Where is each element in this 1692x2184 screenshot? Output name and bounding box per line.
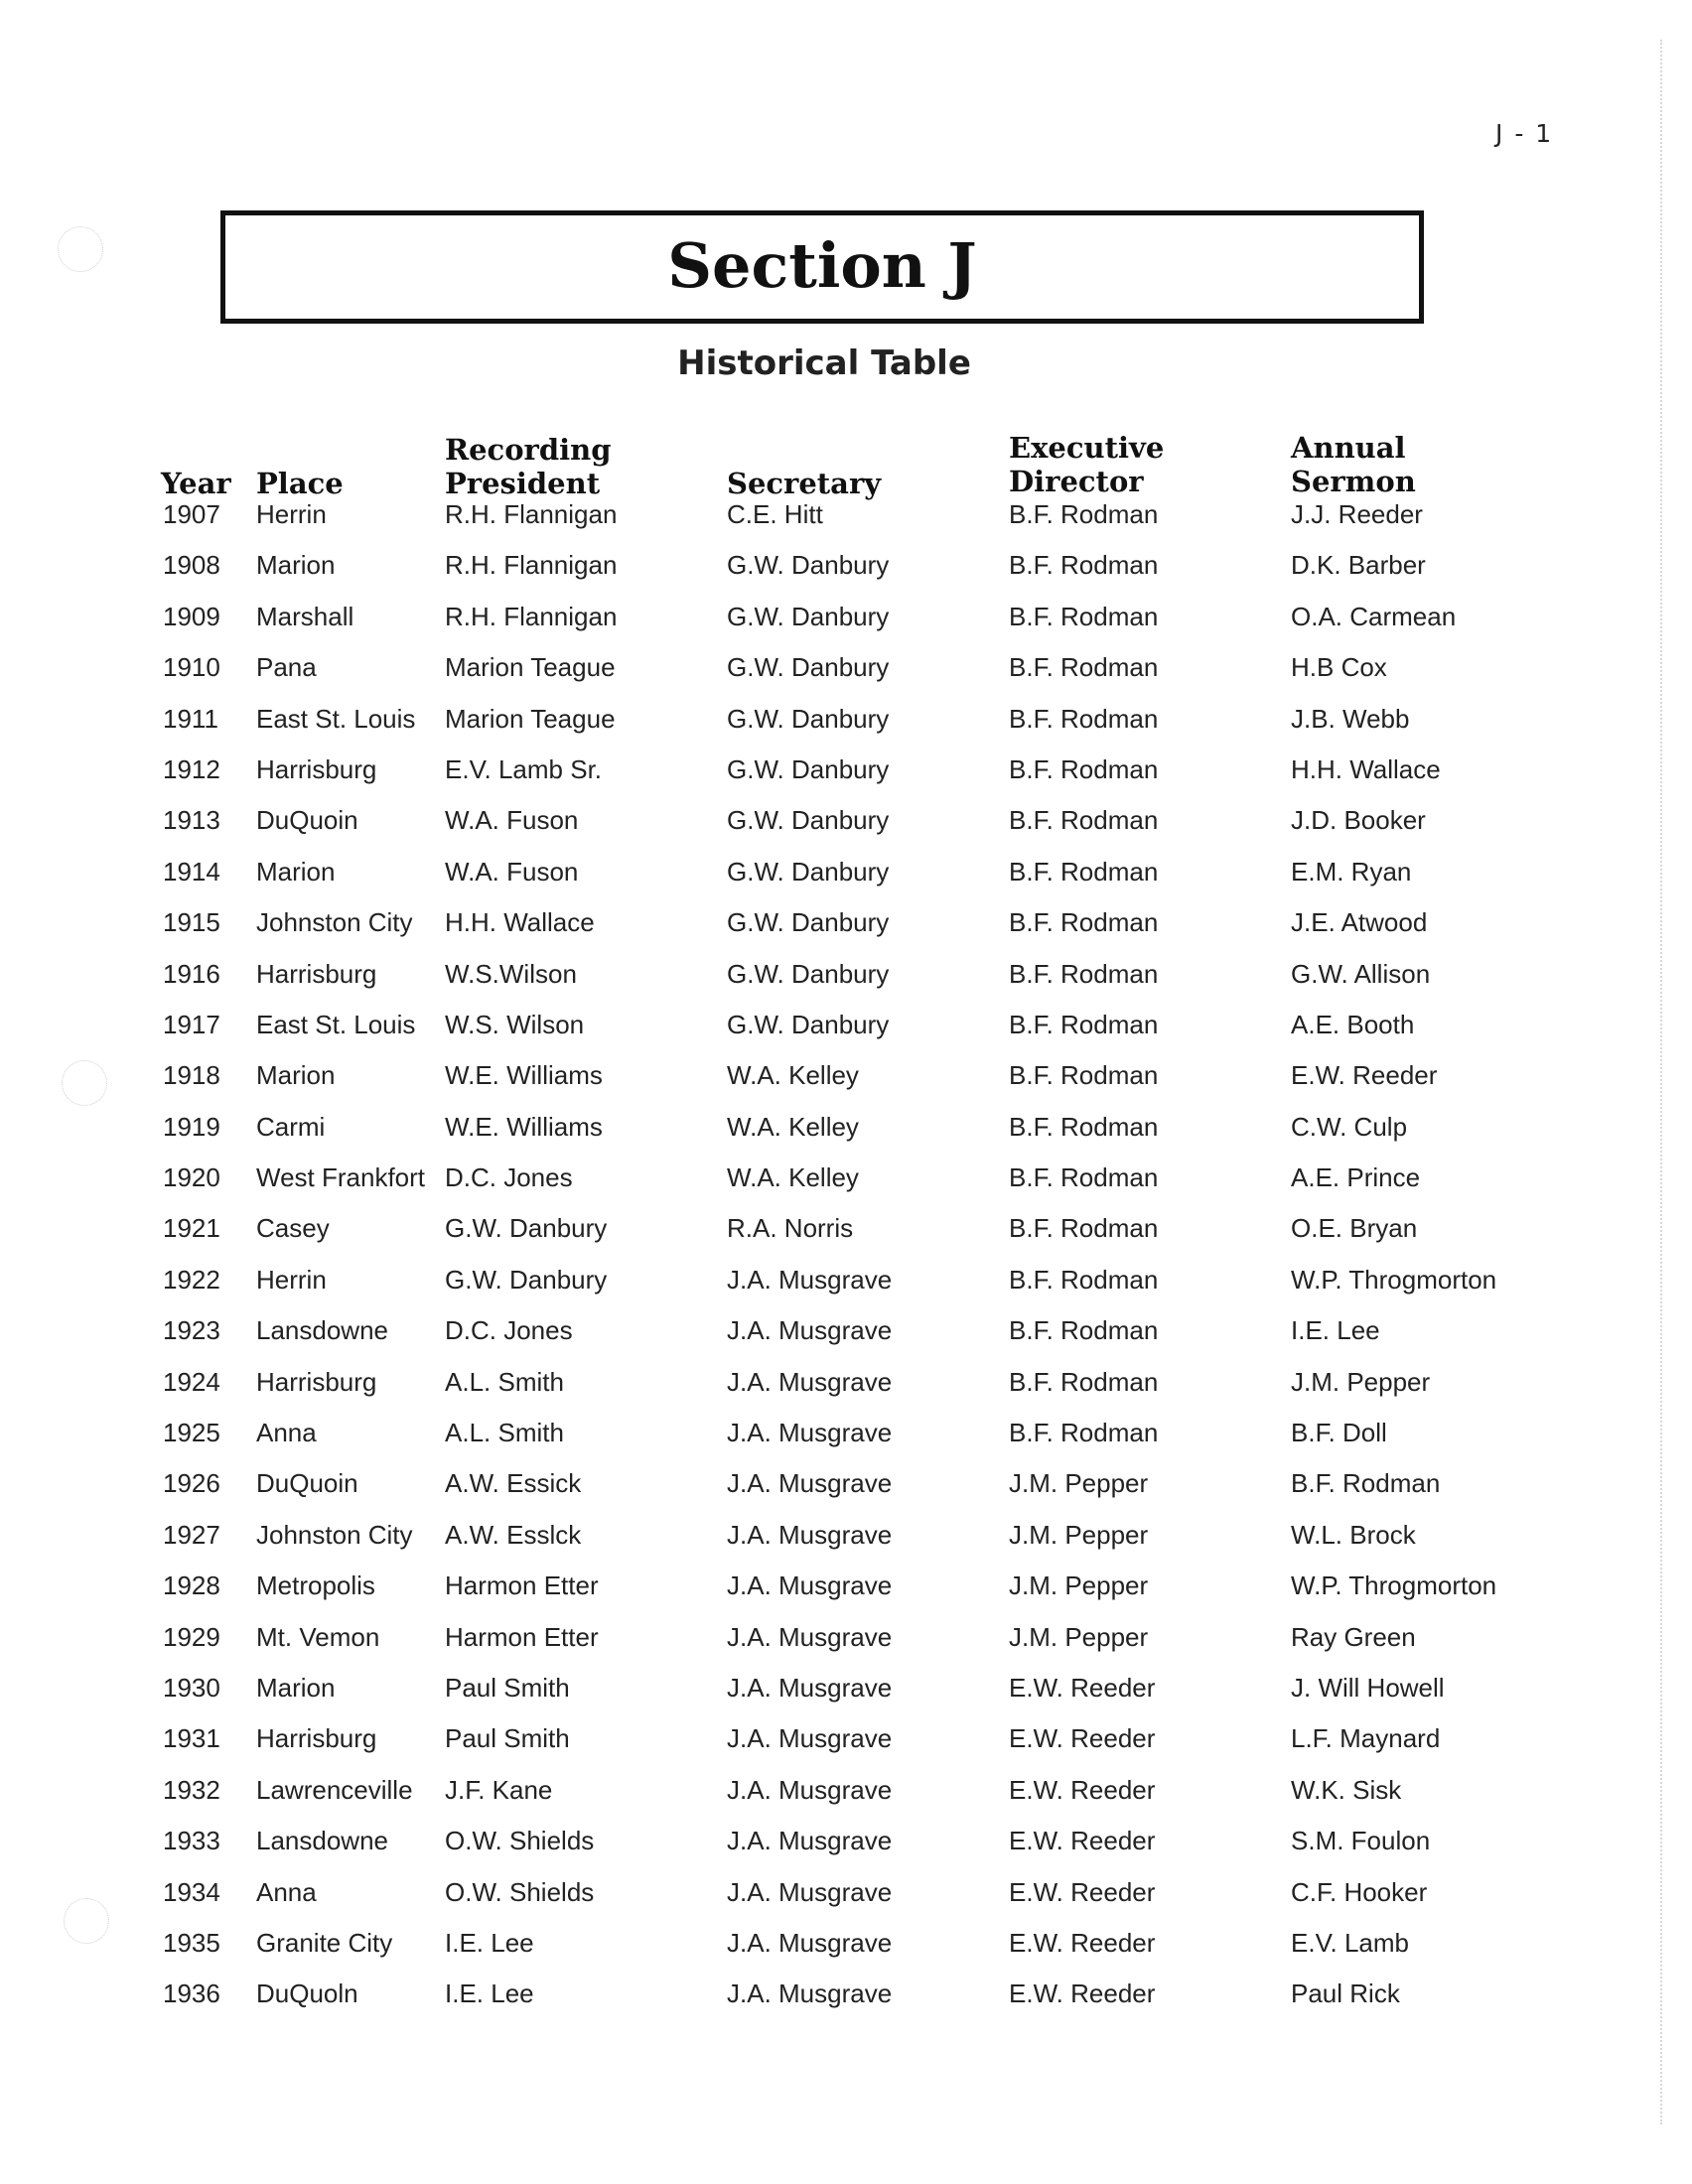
executive-director-cell: B.F. Rodman xyxy=(1009,907,1159,938)
recording-president-cell: W.S.Wilson xyxy=(445,958,577,989)
executive-director-cell: E.W. Reeder xyxy=(1009,1774,1156,1805)
recording-president-cell: A.L. Smith xyxy=(445,1366,564,1397)
year-cell: 1928 xyxy=(163,1570,220,1601)
annual-sermon-cell: B.F. Rodman xyxy=(1291,1468,1441,1499)
table-row xyxy=(0,1060,1692,1111)
year-cell: 1910 xyxy=(163,652,220,683)
punch-hole xyxy=(58,226,103,272)
place-cell: Marion xyxy=(256,856,336,887)
recording-president-cell: Harmon Etter xyxy=(445,1570,599,1601)
secretary-cell: R.A. Norris xyxy=(727,1213,854,1244)
table-row xyxy=(0,1367,1692,1418)
recording-president-cell: G.W. Danbury xyxy=(445,1264,608,1295)
year-cell: 1935 xyxy=(163,1927,220,1958)
annual-sermon-cell: O.A. Carmean xyxy=(1291,601,1457,631)
recording-president-cell: A.W. Essick xyxy=(445,1468,582,1499)
header-secretary: Secretary xyxy=(727,467,882,500)
table-row xyxy=(0,1723,1692,1774)
executive-director-cell: J.M. Pepper xyxy=(1009,1468,1149,1499)
place-cell: East St. Louis xyxy=(256,1009,416,1039)
annual-sermon-cell: I.E. Lee xyxy=(1291,1315,1380,1346)
annual-sermon-cell: W.K. Sisk xyxy=(1291,1774,1402,1805)
place-cell: Pana xyxy=(256,652,317,683)
executive-director-cell: B.F. Rodman xyxy=(1009,1009,1159,1039)
secretary-cell: W.A. Kelley xyxy=(727,1060,859,1091)
executive-director-cell: B.F. Rodman xyxy=(1009,856,1159,887)
annual-sermon-cell: J.J. Reeder xyxy=(1291,499,1423,529)
annual-sermon-cell: J. Will Howell xyxy=(1291,1672,1445,1703)
place-cell: Lansdowne xyxy=(256,1315,388,1346)
secretary-cell: C.E. Hitt xyxy=(727,499,823,529)
secretary-cell: G.W. Danbury xyxy=(727,703,890,734)
executive-director-cell: E.W. Reeder xyxy=(1009,1826,1156,1856)
secretary-cell: G.W. Danbury xyxy=(727,856,890,887)
year-cell: 1912 xyxy=(163,753,220,784)
section-title: Section J xyxy=(667,228,977,302)
secretary-cell: J.A. Musgrave xyxy=(727,1774,893,1805)
place-cell: Marion xyxy=(256,1672,336,1703)
annual-sermon-cell: W.P. Throgmorton xyxy=(1291,1264,1497,1295)
page-number: J - 1 xyxy=(1495,119,1554,148)
secretary-cell: J.A. Musgrave xyxy=(727,1519,893,1550)
secretary-cell: G.W. Danbury xyxy=(727,1009,890,1039)
recording-president-cell: D.C. Jones xyxy=(445,1162,573,1193)
recording-president-cell: E.V. Lamb Sr. xyxy=(445,753,603,784)
table-row xyxy=(0,1673,1692,1723)
year-cell: 1929 xyxy=(163,1621,220,1652)
secretary-cell: G.W. Danbury xyxy=(727,652,890,683)
executive-director-cell: J.M. Pepper xyxy=(1009,1621,1149,1652)
executive-director-cell: J.M. Pepper xyxy=(1009,1519,1149,1550)
year-cell: 1913 xyxy=(163,805,220,836)
executive-director-cell: B.F. Rodman xyxy=(1009,1162,1159,1193)
annual-sermon-cell: S.M. Foulon xyxy=(1291,1826,1431,1856)
executive-director-cell: B.F. Rodman xyxy=(1009,1060,1159,1091)
executive-director-cell: B.F. Rodman xyxy=(1009,805,1159,836)
year-cell: 1911 xyxy=(163,703,218,734)
recording-president-cell: Paul Smith xyxy=(445,1723,570,1754)
executive-director-cell: E.W. Reeder xyxy=(1009,1672,1156,1703)
header-recording-line2: President xyxy=(445,467,601,500)
header-executive-line1: Executive xyxy=(1009,431,1165,465)
place-cell: Johnston City xyxy=(256,907,413,938)
history-table-body xyxy=(0,499,1692,2030)
header-executive-line2: Director xyxy=(1009,465,1144,498)
secretary-cell: J.A. Musgrave xyxy=(727,1927,893,1958)
place-cell: Marion xyxy=(256,1060,336,1091)
secretary-cell: G.W. Danbury xyxy=(727,550,890,581)
year-cell: 1916 xyxy=(163,958,220,989)
recording-president-cell: Marion Teague xyxy=(445,652,616,683)
secretary-cell: J.A. Musgrave xyxy=(727,1723,893,1754)
table-row xyxy=(0,1877,1692,1928)
executive-director-cell: B.F. Rodman xyxy=(1009,1111,1159,1142)
recording-president-cell: W.E. Williams xyxy=(445,1111,603,1142)
place-cell: DuQuoin xyxy=(256,1468,358,1499)
table-row xyxy=(0,1928,1692,1979)
year-cell: 1921 xyxy=(163,1213,220,1244)
secretary-cell: W.A. Kelley xyxy=(727,1111,859,1142)
place-cell: Harrisburg xyxy=(256,753,377,784)
subtitle: Historical Table xyxy=(677,343,971,383)
secretary-cell: J.A. Musgrave xyxy=(727,1366,893,1397)
table-row xyxy=(0,1112,1692,1162)
year-cell: 1926 xyxy=(163,1468,220,1499)
place-cell: Harrisburg xyxy=(256,958,377,989)
annual-sermon-cell: J.E. Atwood xyxy=(1291,907,1428,938)
executive-director-cell: B.F. Rodman xyxy=(1009,652,1159,683)
executive-director-cell: B.F. Rodman xyxy=(1009,1366,1159,1397)
place-cell: Lawrenceville xyxy=(256,1774,413,1805)
executive-director-cell: B.F. Rodman xyxy=(1009,703,1159,734)
secretary-cell: J.A. Musgrave xyxy=(727,1672,893,1703)
executive-director-cell: B.F. Rodman xyxy=(1009,1213,1159,1244)
annual-sermon-cell: Paul Rick xyxy=(1291,1979,1400,2009)
recording-president-cell: G.W. Danbury xyxy=(445,1213,608,1244)
annual-sermon-cell: W.P. Throgmorton xyxy=(1291,1570,1497,1601)
secretary-cell: G.W. Danbury xyxy=(727,753,890,784)
header-place: Place xyxy=(256,467,344,500)
recording-president-cell: Marion Teague xyxy=(445,703,616,734)
secretary-cell: G.W. Danbury xyxy=(727,805,890,836)
year-cell: 1924 xyxy=(163,1366,220,1397)
recording-president-cell: R.H. Flannigan xyxy=(445,550,618,581)
header-sermon xyxy=(1291,431,1416,498)
place-cell: Marion xyxy=(256,550,336,581)
annual-sermon-cell: E.V. Lamb xyxy=(1291,1927,1410,1958)
header-sermon-line1: Annual xyxy=(1291,431,1406,465)
header-year: Year xyxy=(161,467,231,500)
executive-director-cell: B.F. Rodman xyxy=(1009,550,1159,581)
year-cell: 1931 xyxy=(163,1723,220,1754)
table-row xyxy=(0,1826,1692,1876)
place-cell: Herrin xyxy=(256,1264,327,1295)
year-cell: 1915 xyxy=(163,907,220,938)
table-row xyxy=(0,907,1692,958)
year-cell: 1920 xyxy=(163,1162,220,1193)
recording-president-cell: R.H. Flannigan xyxy=(445,601,618,631)
year-cell: 1923 xyxy=(163,1315,220,1346)
recording-president-cell: D.C. Jones xyxy=(445,1315,573,1346)
annual-sermon-cell: E.W. Reeder xyxy=(1291,1060,1438,1091)
executive-director-cell: B.F. Rodman xyxy=(1009,958,1159,989)
year-cell: 1919 xyxy=(163,1111,220,1142)
table-row xyxy=(0,805,1692,856)
secretary-cell: J.A. Musgrave xyxy=(727,1621,893,1652)
recording-president-cell: O.W. Shields xyxy=(445,1876,595,1907)
table-row xyxy=(0,1418,1692,1468)
header-sermon-line2: Sermon xyxy=(1291,465,1416,498)
recording-president-cell: W.A. Fuson xyxy=(445,805,579,836)
annual-sermon-cell: E.M. Ryan xyxy=(1291,856,1412,887)
secretary-cell: W.A. Kelley xyxy=(727,1162,859,1193)
header-recording xyxy=(445,433,612,500)
recording-president-cell: W.S. Wilson xyxy=(445,1009,585,1039)
place-cell: Carmi xyxy=(256,1111,326,1142)
secretary-cell: J.A. Musgrave xyxy=(727,1876,893,1907)
recording-president-cell: A.L. Smith xyxy=(445,1418,564,1448)
year-cell: 1914 xyxy=(163,856,220,887)
table-row xyxy=(0,550,1692,601)
recording-president-cell: J.F. Kane xyxy=(445,1774,553,1805)
executive-director-cell: B.F. Rodman xyxy=(1009,499,1159,529)
year-cell: 1909 xyxy=(163,601,220,631)
place-cell: Harrisburg xyxy=(256,1366,377,1397)
table-row xyxy=(0,652,1692,703)
year-cell: 1933 xyxy=(163,1826,220,1856)
annual-sermon-cell: C.F. Hooker xyxy=(1291,1876,1428,1907)
secretary-cell: J.A. Musgrave xyxy=(727,1418,893,1448)
secretary-cell: J.A. Musgrave xyxy=(727,1826,893,1856)
executive-director-cell: B.F. Rodman xyxy=(1009,753,1159,784)
table-row xyxy=(0,857,1692,907)
year-cell: 1932 xyxy=(163,1774,220,1805)
table-row xyxy=(0,1520,1692,1570)
table-row xyxy=(0,602,1692,652)
secretary-cell: G.W. Danbury xyxy=(727,601,890,631)
executive-director-cell: E.W. Reeder xyxy=(1009,1723,1156,1754)
place-cell: Herrin xyxy=(256,499,327,529)
annual-sermon-cell: J.B. Webb xyxy=(1291,703,1410,734)
executive-director-cell: E.W. Reeder xyxy=(1009,1876,1156,1907)
year-cell: 1922 xyxy=(163,1264,220,1295)
table-row xyxy=(0,1468,1692,1519)
executive-director-cell: B.F. Rodman xyxy=(1009,1315,1159,1346)
secretary-cell: J.A. Musgrave xyxy=(727,1468,893,1499)
annual-sermon-cell: J.D. Booker xyxy=(1291,805,1426,836)
year-cell: 1936 xyxy=(163,1979,220,2009)
table-row xyxy=(0,1315,1692,1366)
header-executive xyxy=(1009,431,1164,498)
year-cell: 1907 xyxy=(163,499,220,529)
secretary-cell: J.A. Musgrave xyxy=(727,1315,893,1346)
secretary-cell: J.A. Musgrave xyxy=(727,1264,893,1295)
table-row xyxy=(0,1775,1692,1826)
annual-sermon-cell: A.E. Booth xyxy=(1291,1009,1415,1039)
table-row xyxy=(0,499,1692,550)
place-cell: Anna xyxy=(256,1876,317,1907)
annual-sermon-cell: Ray Green xyxy=(1291,1621,1416,1652)
table-row xyxy=(0,1979,1692,2029)
annual-sermon-cell: D.K. Barber xyxy=(1291,550,1426,581)
place-cell: Anna xyxy=(256,1418,317,1448)
table-row xyxy=(0,1570,1692,1621)
header-recording-line1: Recording xyxy=(445,433,612,467)
place-cell: Casey xyxy=(256,1213,330,1244)
executive-director-cell: J.M. Pepper xyxy=(1009,1570,1149,1601)
recording-president-cell: Paul Smith xyxy=(445,1672,570,1703)
recording-president-cell: H.H. Wallace xyxy=(445,907,595,938)
recording-president-cell: W.A. Fuson xyxy=(445,856,579,887)
place-cell: Granite City xyxy=(256,1927,393,1958)
title-box xyxy=(220,210,1424,324)
place-cell: DuQuoin xyxy=(256,805,358,836)
annual-sermon-cell: G.W. Allison xyxy=(1291,958,1431,989)
table-row xyxy=(0,704,1692,754)
executive-director-cell: B.F. Rodman xyxy=(1009,601,1159,631)
recording-president-cell: A.W. Esslck xyxy=(445,1519,582,1550)
place-cell: DuQuoln xyxy=(256,1979,358,2009)
table-row xyxy=(0,1265,1692,1315)
table-row xyxy=(0,1162,1692,1213)
place-cell: Harrisburg xyxy=(256,1723,377,1754)
annual-sermon-cell: W.L. Brock xyxy=(1291,1519,1416,1550)
year-cell: 1930 xyxy=(163,1672,220,1703)
executive-director-cell: B.F. Rodman xyxy=(1009,1418,1159,1448)
annual-sermon-cell: B.F. Doll xyxy=(1291,1418,1387,1448)
annual-sermon-cell: H.B Cox xyxy=(1291,652,1387,683)
annual-sermon-cell: H.H. Wallace xyxy=(1291,753,1441,784)
annual-sermon-cell: O.E. Bryan xyxy=(1291,1213,1418,1244)
table-row xyxy=(0,959,1692,1010)
year-cell: 1918 xyxy=(163,1060,220,1091)
year-cell: 1927 xyxy=(163,1519,220,1550)
year-cell: 1934 xyxy=(163,1876,220,1907)
executive-director-cell: E.W. Reeder xyxy=(1009,1927,1156,1958)
annual-sermon-cell: L.F. Maynard xyxy=(1291,1723,1441,1754)
place-cell: East St. Louis xyxy=(256,703,416,734)
recording-president-cell: I.E. Lee xyxy=(445,1927,534,1958)
place-cell: Mt. Vemon xyxy=(256,1621,380,1652)
secretary-cell: J.A. Musgrave xyxy=(727,1979,893,2009)
recording-president-cell: R.H. Flannigan xyxy=(445,499,618,529)
executive-director-cell: B.F. Rodman xyxy=(1009,1264,1159,1295)
table-row xyxy=(0,754,1692,805)
table-row xyxy=(0,1213,1692,1264)
executive-director-cell: E.W. Reeder xyxy=(1009,1979,1156,2009)
secretary-cell: G.W. Danbury xyxy=(727,907,890,938)
place-cell: Lansdowne xyxy=(256,1826,388,1856)
secretary-cell: J.A. Musgrave xyxy=(727,1570,893,1601)
year-cell: 1925 xyxy=(163,1418,220,1448)
annual-sermon-cell: A.E. Prince xyxy=(1291,1162,1421,1193)
table-row xyxy=(0,1010,1692,1060)
year-cell: 1917 xyxy=(163,1009,220,1039)
recording-president-cell: I.E. Lee xyxy=(445,1979,534,2009)
annual-sermon-cell: J.M. Pepper xyxy=(1291,1366,1431,1397)
annual-sermon-cell: C.W. Culp xyxy=(1291,1111,1408,1142)
table-row xyxy=(0,1622,1692,1673)
place-cell: Johnston City xyxy=(256,1519,413,1550)
place-cell: Marshall xyxy=(256,601,354,631)
year-cell: 1908 xyxy=(163,550,220,581)
recording-president-cell: O.W. Shields xyxy=(445,1826,595,1856)
place-cell: West Frankfort xyxy=(256,1162,426,1193)
recording-president-cell: Harmon Etter xyxy=(445,1621,599,1652)
place-cell: Metropolis xyxy=(256,1570,375,1601)
secretary-cell: G.W. Danbury xyxy=(727,958,890,989)
recording-president-cell: W.E. Williams xyxy=(445,1060,603,1091)
